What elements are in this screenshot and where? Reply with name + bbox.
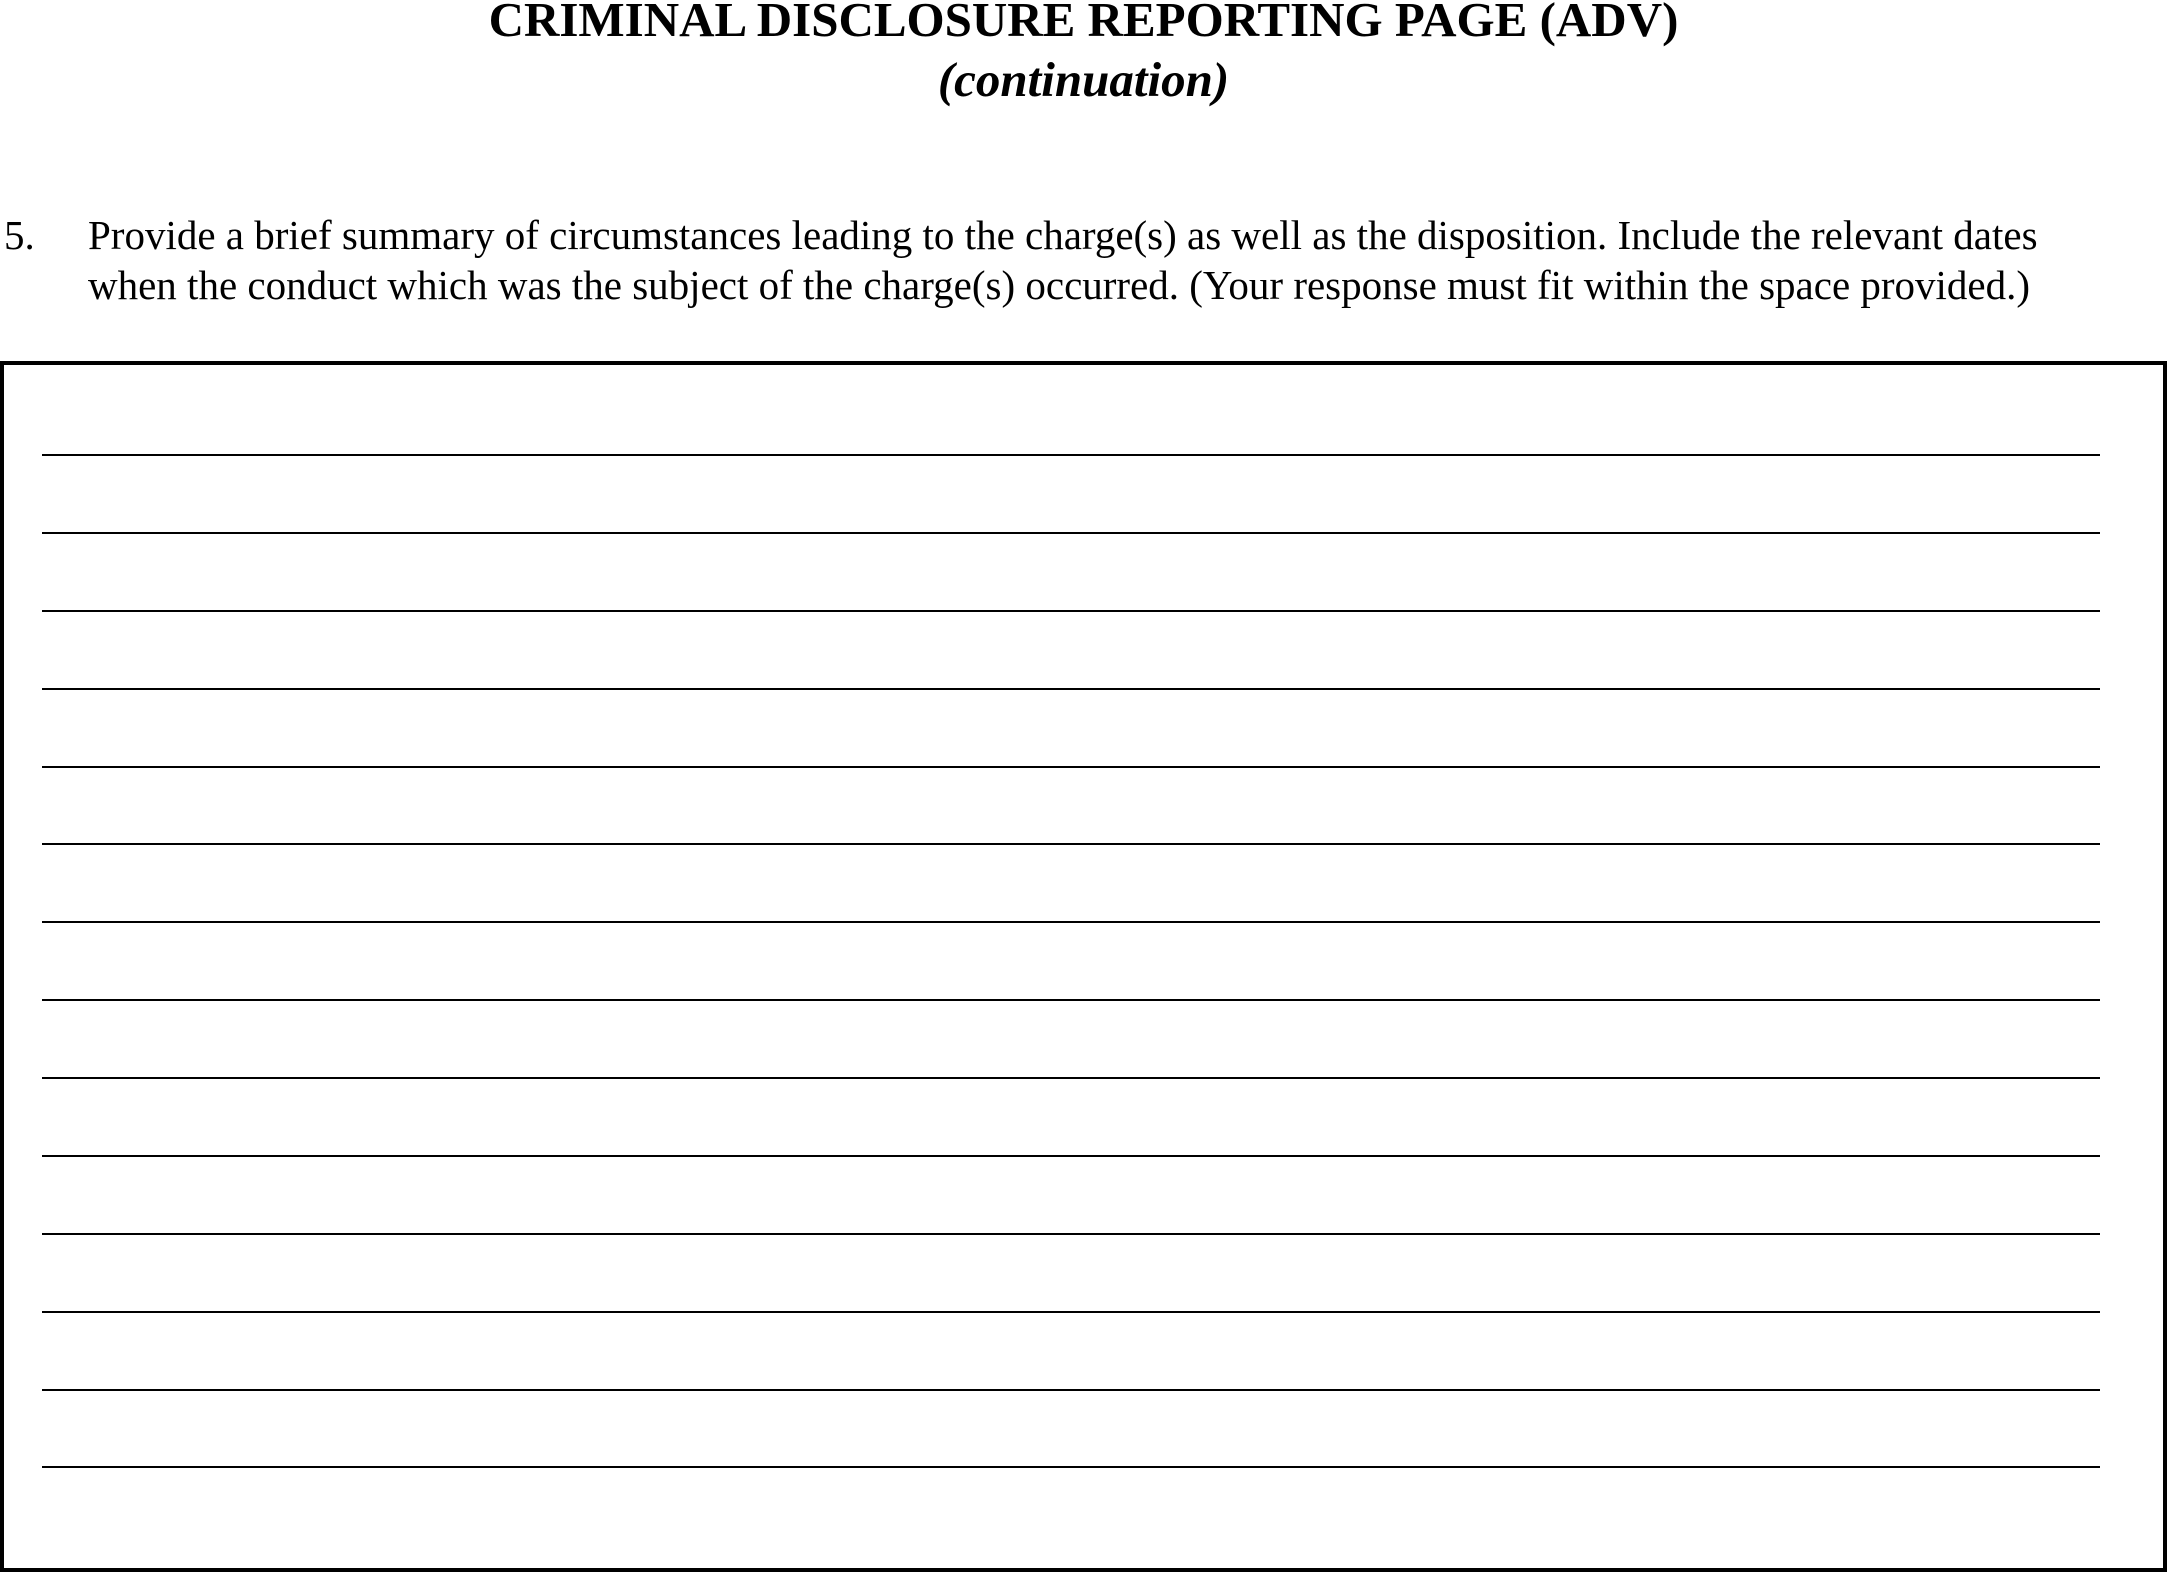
question-number: 5.	[4, 212, 35, 258]
question-text-line-1: Provide a brief summary of circumstances leading to the charge(s) as well as the disposition. Include the relevant dates	[88, 212, 2038, 258]
question-text-line-2: when the conduct which was the subject of the charge(s) occurred. (Your response must fit within the space provided.)	[88, 262, 2031, 308]
response-line[interactable]	[42, 843, 2100, 845]
response-line[interactable]	[42, 999, 2100, 1001]
response-line[interactable]	[42, 766, 2100, 768]
response-line[interactable]	[42, 688, 2100, 690]
response-line[interactable]	[42, 532, 2100, 534]
response-line[interactable]	[42, 1466, 2100, 1468]
question-text	[88, 210, 2163, 310]
response-line[interactable]	[42, 921, 2100, 923]
response-line[interactable]	[42, 1077, 2100, 1079]
response-line[interactable]	[42, 454, 2100, 456]
response-line[interactable]	[42, 1233, 2100, 1235]
response-line[interactable]	[42, 1155, 2100, 1157]
response-box[interactable]	[0, 361, 2167, 1572]
page-title: CRIMINAL DISCLOSURE REPORTING PAGE (ADV)	[488, 0, 1679, 47]
response-line[interactable]	[42, 610, 2100, 612]
response-line[interactable]	[42, 1389, 2100, 1391]
response-line[interactable]	[42, 1311, 2100, 1313]
page-subtitle: (continuation)	[937, 52, 1230, 107]
